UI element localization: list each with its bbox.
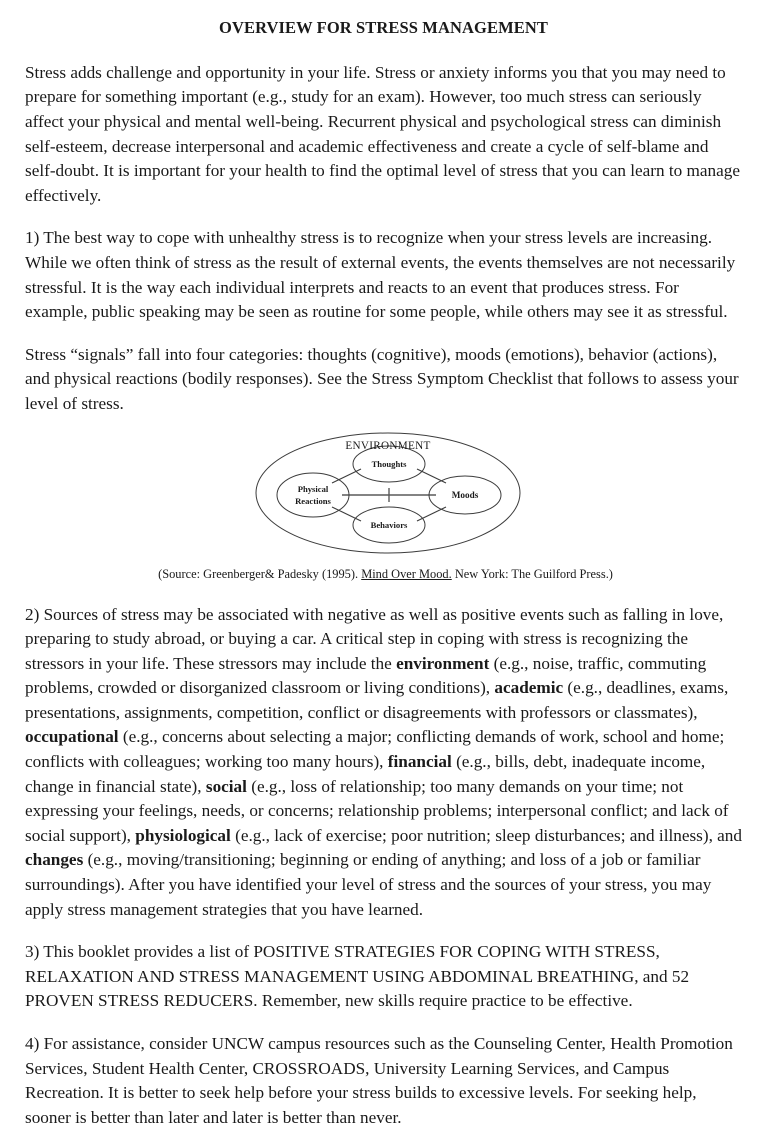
item2-part-2: (e.g., noise, traffic, commuting problems, crowded or disorganized classroom or living conditions), xyxy=(25,653,707,698)
keyword-academic: academic xyxy=(494,678,564,698)
spacer xyxy=(25,38,750,61)
connector-physical-thoughts xyxy=(332,469,361,483)
item2-part-5: (e.g., bills, debt, inadequate income, change in financial state), xyxy=(25,752,706,796)
spacer xyxy=(25,582,750,603)
item2-part-4: (e.g., concerns about selecting a major; conflicting demands of work, school and home; conflicts with colleagues; working too many hours), xyxy=(25,727,725,772)
physical-reactions-label-line2: Reactions xyxy=(294,495,331,506)
caption-book-title: Mind Over Mood. xyxy=(361,566,452,581)
physical-reactions-label-line1: Physical xyxy=(297,483,328,494)
caption-before: (Source: Greenberger& Padesky (1995). xyxy=(158,566,362,581)
connector-physical-behaviors xyxy=(332,507,361,521)
paragraph-intro: Stress adds challenge and opportunity in your life. Stress or anxiety informs you that you may need to prepare for something important (e.g., study for an exam). However, too much stress can seriously affect your physical and mental well-being. Recurrent physical and psychological stress can diminish self-esteem, decrease interpersonal and academic effectiveness and create a cycle of self-blame and self-doubt. It is important for your health to find the optimal level of stress that you can learn to manage effectively. xyxy=(25,62,741,205)
keyword-physiological: physiological xyxy=(135,825,231,845)
item2-part-8: (e.g., moving/transitioning; beginning or ending of anything; and loss of a job or familiar surroundings). After you have identified your level of stress and the sources of your stress, you may apply stress management strategies that you have learned. xyxy=(25,850,712,919)
environment-diagram xyxy=(254,431,522,556)
spacer xyxy=(25,417,750,431)
spacer xyxy=(25,1014,750,1032)
keyword-changes: changes xyxy=(25,850,84,870)
physical-reactions-ellipse xyxy=(277,473,349,517)
item2-part-6: (e.g., loss of relationship; too many demands on your time; not expressing your feelings, needs, or concerns; relationship problems; interpersonal conflict; and lack of social support), xyxy=(25,776,729,845)
paragraph-item-2 xyxy=(25,603,750,923)
spacer xyxy=(25,556,750,566)
keyword-social: social xyxy=(205,776,247,796)
figure-canvas xyxy=(254,431,522,556)
item2-part-3: (e.g., deadlines, exams, presentations, assignments, competition, conflict or disagreements with professors or classmates), xyxy=(25,678,729,722)
paragraph-item-4: 4) For assistance, consider UNCW campus resources such as the Counseling Center, Health Promotion Services, Student Health Center, CROSSROADS, University Learning Services, and Campus Recreation. It is better to seek help before your stress builds to excessive levels. For seeking help, sooner is better than later and later is better than never. xyxy=(25,1034,733,1127)
keyword-environment: environment xyxy=(396,653,490,673)
behaviors-label: Behaviors xyxy=(370,519,407,530)
paragraph-stress-signals: Stress “signals” fall into four categories: thoughts (cognitive), moods (emotions), behavior (actions), and physical reactions (bodily responses). See the Stress Symptom Checklist that follows to assess your level of stress. xyxy=(25,344,739,413)
spacer xyxy=(25,208,750,226)
figure-source-caption xyxy=(25,566,750,582)
item2-part-1: 2) Sources of stress may be associated with negative as well as positive events such as falling in love, preparing to study abroad, or buying a car. A critical step in coping with stress is recognizing the stressors in your life. These stressors may include the xyxy=(25,604,724,673)
item2-part-7: (e.g., lack of exercise; poor nutrition; sleep disturbances; and illness), and xyxy=(230,825,742,845)
keyword-financial: financial xyxy=(387,752,452,772)
paragraph-item-1: 1) The best way to cope with unhealthy stress is to recognize when your stress levels are increasing. While we often think of stress as the result of external events, the events themselves are not necessarily stressful. It is the way each individual interprets and reacts to an event that produces stress. For example, public speaking may be seen as routine for some people, while others may see it as stressful. xyxy=(25,228,736,322)
page-title: OVERVIEW FOR STRESS MANAGEMENT xyxy=(219,18,548,37)
spacer xyxy=(25,325,750,343)
environment-label: ENVIRONMENT xyxy=(344,439,431,452)
keyword-occupational: occupational xyxy=(25,727,119,747)
caption-after: New York: The Guilford Press.) xyxy=(451,566,613,581)
moods-label: Moods xyxy=(451,489,478,500)
spacer xyxy=(25,922,750,940)
thoughts-label: Thoughts xyxy=(371,458,406,469)
stress-model-figure xyxy=(25,431,750,556)
paragraph-item-3: 3) This booklet provides a list of POSITIVE STRATEGIES FOR COPING WITH STRESS, RELAXATION AND STRESS MANAGEMENT USING ABDOMINAL BREATHING, and 52 PROVEN STRESS REDUCERS. Remember, new skills require practice to be effective. xyxy=(25,942,690,1011)
